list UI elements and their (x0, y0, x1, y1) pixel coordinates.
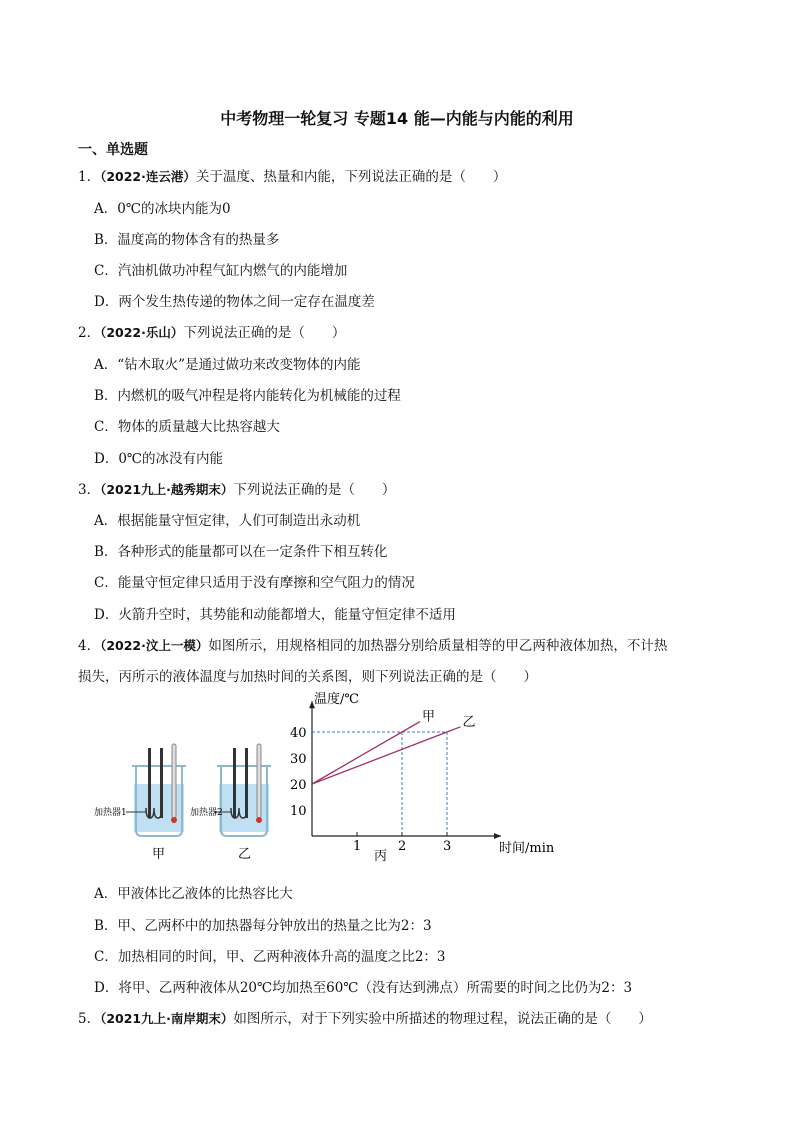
beaker-1-caption: 甲 (152, 847, 166, 862)
question-stem: 关于温度、热量和内能，下列说法正确的是（ ） (195, 169, 507, 185)
y-tick-label: 30 (290, 752, 307, 767)
q1-option-d: D．两个发生热传递的物体之间一定存在温度差 (94, 294, 375, 310)
thermometer-2 (257, 744, 261, 818)
question-stem: 如图所示，用规格相同的加热器分别给质量相等的甲乙两种液体加热，不计热 (208, 638, 668, 654)
question-number: 4． (78, 638, 101, 654)
beaker-2-caption: 乙 (238, 847, 252, 862)
x-tick-label: 3 (443, 839, 452, 854)
heater-1-label: 加热器1 (94, 808, 127, 818)
question-source: （2022·乐山） (100, 325, 184, 340)
heater-1-wire (148, 748, 151, 818)
question-source: （2021九上·南岸期末） (100, 1011, 234, 1026)
question-1 (78, 165, 506, 185)
q3-option-c: C．能量守恒定律只适用于没有摩擦和空气阻力的情况 (94, 575, 415, 591)
q4-option-b: B．甲、乙两杯中的加热器每分钟放出的热量之比为2：3 (94, 918, 432, 934)
question-source: （2021九上·越秀期末） (100, 482, 234, 497)
q1-option-c: C．汽油机做功冲程气缸内燃气的内能增加 (94, 263, 348, 279)
graph-caption: 丙 (374, 849, 388, 864)
y-tick-label: 20 (290, 778, 307, 793)
question-4-figure (90, 692, 555, 870)
q2-option-a: A．“钻木取火”是通过做功来改变物体的内能 (94, 357, 361, 373)
y-axis-label: 温度/℃ (314, 692, 359, 708)
q2-option-d: D．0℃的冰没有内能 (94, 451, 224, 467)
question-4-continued: 损失，丙所示的液体温度与加热时间的关系图，则下列说法正确的是（ ） (78, 669, 537, 685)
section-heading: 一、单选题 (78, 142, 148, 158)
q1-option-b: B．温度高的物体含有的热量多 (94, 232, 280, 248)
beaker-2 (190, 744, 271, 862)
series-label: 甲 (422, 709, 436, 725)
y-tick-label: 10 (290, 804, 307, 819)
heater-2-wire (245, 748, 248, 818)
question-stem: 下列说法正确的是（ ） (183, 325, 346, 341)
question-source: （2022·汶上一模） (100, 638, 209, 653)
question-stem: 下列说法正确的是（ ） (233, 482, 396, 498)
q4-option-c: C．加热相同的时间，甲、乙两种液体升高的温度之比2：3 (94, 949, 446, 965)
x-tick-label: 1 (353, 839, 362, 854)
q1-option-a: A．0℃的冰块内能为0 (94, 201, 231, 217)
q3-option-d: D．火箭升空时，其势能和动能都增大，能量守恒定律不适用 (94, 607, 456, 623)
question-3 (78, 478, 395, 498)
q2-option-b: B．内燃机的吸气冲程是将内能转化为机械能的过程 (94, 388, 401, 404)
q3-option-a: A．根据能量守恒定律，人们可制造出永动机 (94, 513, 361, 529)
temperature-time-graph (290, 691, 555, 864)
heater-2-label: 加热器2 (190, 808, 223, 818)
series-line (312, 722, 420, 784)
x-tick-label: 2 (398, 839, 407, 854)
x-axis-arrow (494, 833, 501, 839)
x-axis-label: 时间/min (499, 841, 555, 856)
page-title: 中考物理一轮复习 专题14 能—内能与内能的利用 (220, 109, 574, 128)
heater-2-wire (233, 748, 236, 818)
series-line (312, 727, 461, 784)
q4-option-d: D．将甲、乙两种液体从20℃均加热至60℃（没有达到沸点）所需要的时间之比仍为2：3 (94, 980, 633, 996)
q4-option-a: A．甲液体比乙液体的比热容比大 (94, 886, 293, 902)
question-2 (78, 321, 345, 341)
question-4 (78, 634, 667, 654)
series-label: 乙 (462, 714, 476, 730)
question-number: 2． (78, 325, 101, 341)
question-number: 3． (78, 482, 101, 498)
question-number: 1． (78, 169, 101, 185)
q2-option-c: C．物体的质量越大比热容越大 (94, 419, 280, 435)
beaker-1 (94, 744, 186, 862)
q3-option-b: B．各种形式的能量都可以在一定条件下相互转化 (94, 544, 388, 560)
thermometer-1 (172, 744, 176, 818)
question-5 (78, 1007, 652, 1027)
y-tick-label: 40 (290, 726, 307, 741)
question-stem: 如图所示，对于下列实验中所描述的物理过程，说法正确的是（ ） (233, 1011, 652, 1027)
question-number: 5． (78, 1011, 101, 1027)
question-source: （2022·连云港） (100, 169, 196, 184)
heater-1-wire (160, 748, 163, 818)
